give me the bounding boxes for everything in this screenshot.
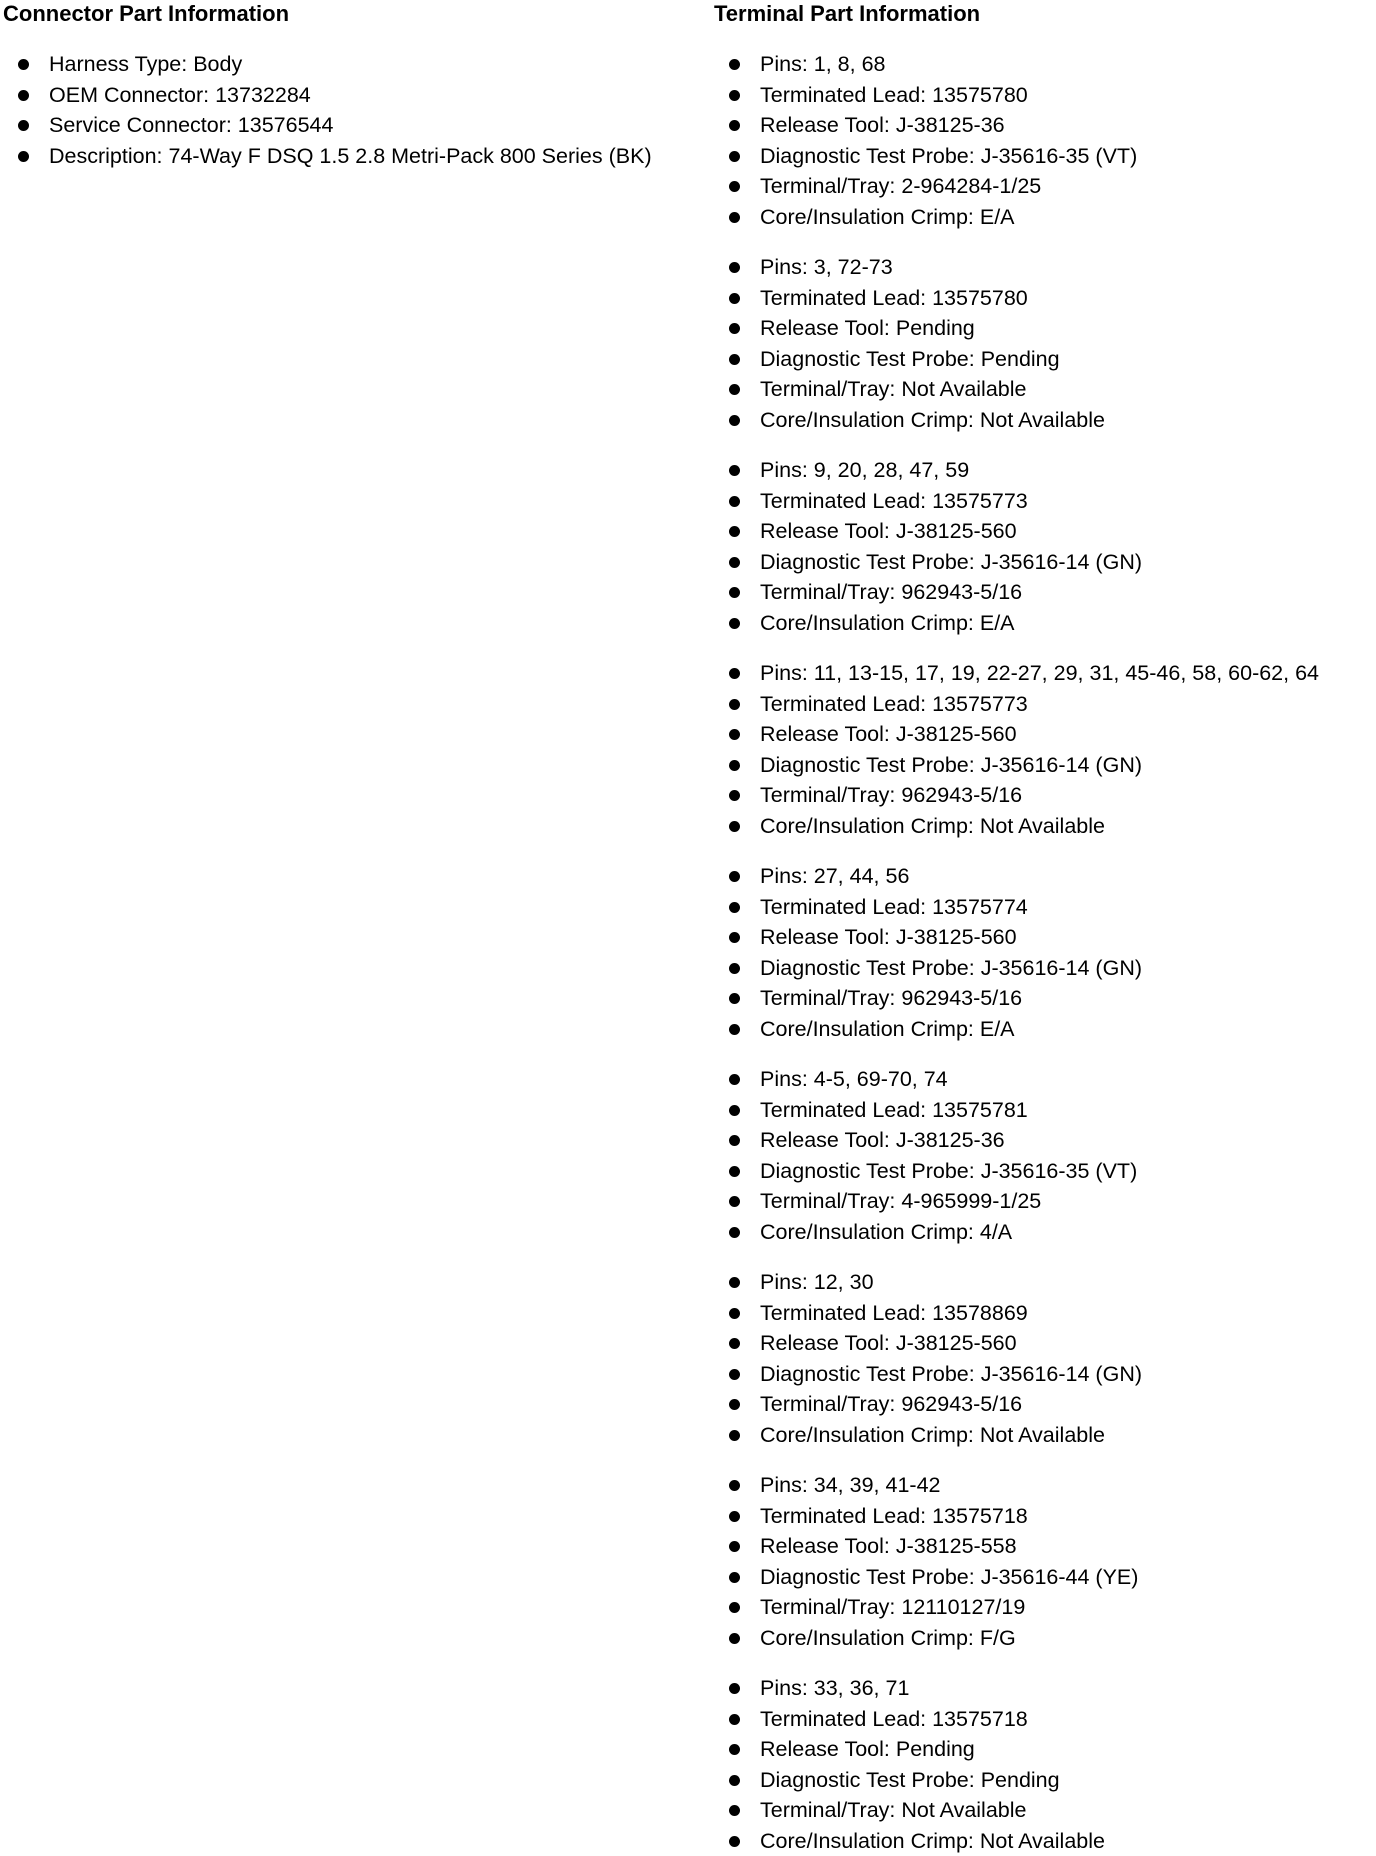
list-item	[714, 719, 1374, 750]
bullet-icon	[729, 871, 740, 882]
release-tool-text: Release Tool: J-38125-36	[760, 1128, 1005, 1152]
list-item	[3, 49, 703, 80]
bullet-icon	[729, 1572, 740, 1583]
crimp-text: Core/Insulation Crimp: E/A	[760, 1017, 1015, 1041]
list-item	[714, 689, 1374, 720]
list-item	[714, 1795, 1374, 1826]
list-item	[714, 1328, 1374, 1359]
bullet-icon	[729, 262, 740, 273]
bullet-icon	[729, 1338, 740, 1349]
connector-part-section	[3, 0, 703, 171]
bullet-icon	[729, 120, 740, 131]
release-tool-text: Release Tool: J-38125-560	[760, 925, 1017, 949]
list-item	[714, 861, 1374, 892]
release-tool-text: Release Tool: Pending	[760, 1737, 975, 1761]
terminated-lead-text: Terminated Lead: 13575718	[760, 1707, 1028, 1731]
bullet-icon	[729, 354, 740, 365]
terminal-group	[714, 1267, 1374, 1450]
test-probe-text: Diagnostic Test Probe: J-35616-14 (GN)	[760, 956, 1142, 980]
list-item	[714, 1186, 1374, 1217]
bullet-icon	[729, 668, 740, 679]
pins-text: Pins: 33, 36, 71	[760, 1676, 909, 1700]
bullet-icon	[729, 1308, 740, 1319]
list-item	[714, 658, 1374, 689]
bullet-icon	[729, 526, 740, 537]
list-item	[714, 922, 1374, 953]
bullet-icon	[729, 587, 740, 598]
bullet-icon	[729, 760, 740, 771]
terminated-lead-text: Terminated Lead: 13575773	[760, 692, 1028, 716]
bullet-icon	[729, 384, 740, 395]
terminated-lead-text: Terminated Lead: 13578869	[760, 1301, 1028, 1325]
terminal-group	[714, 1064, 1374, 1247]
crimp-text: Core/Insulation Crimp: E/A	[760, 611, 1015, 635]
list-item	[714, 892, 1374, 923]
terminal-tray-text: Terminal/Tray: Not Available	[760, 1798, 1026, 1822]
pins-text: Pins: 4-5, 69-70, 74	[760, 1067, 948, 1091]
bullet-icon	[729, 1399, 740, 1410]
bullet-icon	[729, 496, 740, 507]
terminal-group	[714, 252, 1374, 435]
pins-text: Pins: 11, 13-15, 17, 19, 22-27, 29, 31, 45-46, 58, 60-62, 64	[760, 661, 1319, 685]
bullet-icon	[729, 1633, 740, 1644]
list-item	[714, 1826, 1374, 1856]
bullet-icon	[729, 415, 740, 426]
bullet-icon	[729, 151, 740, 162]
list-item	[714, 547, 1374, 578]
connector-part-heading: Connector Part Information	[3, 0, 703, 28]
test-probe-text: Diagnostic Test Probe: J-35616-14 (GN)	[760, 753, 1142, 777]
list-item	[3, 110, 703, 141]
terminal-group	[714, 1470, 1374, 1653]
terminated-lead-text: Terminated Lead: 13575773	[760, 489, 1028, 513]
terminal-tray-text: Terminal/Tray: 2-964284-1/25	[760, 174, 1041, 198]
bullet-icon	[729, 181, 740, 192]
terminated-lead-text: Terminated Lead: 13575780	[760, 83, 1028, 107]
list-item	[714, 405, 1374, 436]
bullet-icon	[729, 1480, 740, 1491]
bullet-icon	[729, 1227, 740, 1238]
pins-text: Pins: 34, 39, 41-42	[760, 1473, 940, 1497]
list-item	[714, 374, 1374, 405]
list-item	[714, 953, 1374, 984]
list-item	[714, 1501, 1374, 1532]
bullet-icon	[729, 1369, 740, 1380]
bullet-icon	[729, 1135, 740, 1146]
list-item	[714, 1156, 1374, 1187]
terminal-group	[714, 861, 1374, 1044]
terminal-tray-text: Terminal/Tray: 962943-5/16	[760, 580, 1022, 604]
terminated-lead-text: Terminated Lead: 13575718	[760, 1504, 1028, 1528]
bullet-icon	[729, 963, 740, 974]
release-tool-text: Release Tool: J-38125-560	[760, 1331, 1017, 1355]
bullet-icon	[18, 151, 29, 162]
crimp-text: Core/Insulation Crimp: Not Available	[760, 814, 1105, 838]
list-item	[714, 516, 1374, 547]
list-item	[714, 141, 1374, 172]
terminal-tray-text: Terminal/Tray: 962943-5/16	[760, 1392, 1022, 1416]
test-probe-text: Diagnostic Test Probe: J-35616-14 (GN)	[760, 1362, 1142, 1386]
list-item	[714, 1470, 1374, 1501]
terminal-tray-text: Terminal/Tray: 12110127/19	[760, 1595, 1025, 1619]
list-item	[714, 1298, 1374, 1329]
crimp-text: Core/Insulation Crimp: E/A	[760, 205, 1015, 229]
bullet-icon	[729, 59, 740, 70]
bullet-icon	[729, 1683, 740, 1694]
list-item	[714, 455, 1374, 486]
release-tool-text: Release Tool: Pending	[760, 316, 975, 340]
bullet-icon	[729, 1166, 740, 1177]
terminal-group	[714, 455, 1374, 638]
bullet-icon	[729, 729, 740, 740]
list-item	[714, 1765, 1374, 1796]
bullet-icon	[729, 1196, 740, 1207]
list-item	[714, 1673, 1374, 1704]
pins-text: Pins: 12, 30	[760, 1270, 874, 1294]
bullet-icon	[729, 1430, 740, 1441]
bullet-icon	[729, 1775, 740, 1786]
bullet-icon	[729, 90, 740, 101]
release-tool-text: Release Tool: J-38125-558	[760, 1534, 1017, 1558]
list-item	[714, 252, 1374, 283]
bullet-icon	[729, 821, 740, 832]
list-item	[714, 750, 1374, 781]
bullet-icon	[729, 790, 740, 801]
list-item	[714, 1217, 1374, 1248]
list-item	[714, 608, 1374, 639]
list-item	[714, 1267, 1374, 1298]
crimp-text: Core/Insulation Crimp: Not Available	[760, 408, 1105, 432]
bullet-icon	[729, 618, 740, 629]
list-item	[714, 1704, 1374, 1735]
list-item	[714, 811, 1374, 842]
terminated-lead-text: Terminated Lead: 13575781	[760, 1098, 1028, 1122]
list-item	[714, 1125, 1374, 1156]
bullet-icon	[729, 293, 740, 304]
crimp-text: Core/Insulation Crimp: 4/A	[760, 1220, 1012, 1244]
bullet-icon	[729, 465, 740, 476]
list-item	[3, 141, 703, 172]
list-item	[714, 1623, 1374, 1654]
terminal-group	[714, 49, 1374, 232]
list-item	[714, 1531, 1374, 1562]
crimp-text: Core/Insulation Crimp: Not Available	[760, 1423, 1105, 1447]
release-tool-text: Release Tool: J-38125-560	[760, 722, 1017, 746]
list-item	[714, 1064, 1374, 1095]
oem-connector-text: OEM Connector: 13732284	[49, 83, 311, 107]
list-item	[714, 313, 1374, 344]
list-item	[714, 1389, 1374, 1420]
test-probe-text: Diagnostic Test Probe: Pending	[760, 1768, 1060, 1792]
list-item	[714, 1562, 1374, 1593]
service-connector-text: Service Connector: 13576544	[49, 113, 333, 137]
connector-part-list	[3, 49, 703, 171]
pins-text: Pins: 3, 72-73	[760, 255, 893, 279]
terminal-tray-text: Terminal/Tray: Not Available	[760, 377, 1026, 401]
harness-type-text: Harness Type: Body	[49, 52, 242, 76]
test-probe-text: Diagnostic Test Probe: Pending	[760, 347, 1060, 371]
bullet-icon	[729, 902, 740, 913]
terminated-lead-text: Terminated Lead: 13575774	[760, 895, 1028, 919]
list-item	[714, 1420, 1374, 1451]
bullet-icon	[729, 1805, 740, 1816]
release-tool-text: Release Tool: J-38125-560	[760, 519, 1017, 543]
bullet-icon	[18, 90, 29, 101]
bullet-icon	[729, 1105, 740, 1116]
test-probe-text: Diagnostic Test Probe: J-35616-44 (YE)	[760, 1565, 1138, 1589]
list-item	[714, 49, 1374, 80]
crimp-text: Core/Insulation Crimp: F/G	[760, 1626, 1016, 1650]
list-item	[714, 171, 1374, 202]
terminal-tray-text: Terminal/Tray: 4-965999-1/25	[760, 1189, 1041, 1213]
list-item	[714, 1095, 1374, 1126]
list-item	[714, 110, 1374, 141]
terminal-part-section	[714, 0, 1374, 1856]
list-item	[714, 1359, 1374, 1390]
pins-text: Pins: 9, 20, 28, 47, 59	[760, 458, 969, 482]
list-item	[714, 1014, 1374, 1045]
test-probe-text: Diagnostic Test Probe: J-35616-14 (GN)	[760, 550, 1142, 574]
list-item	[714, 1734, 1374, 1765]
bullet-icon	[18, 120, 29, 131]
bullet-icon	[729, 212, 740, 223]
bullet-icon	[729, 557, 740, 568]
bullet-icon	[729, 323, 740, 334]
bullet-icon	[729, 1277, 740, 1288]
list-item	[714, 486, 1374, 517]
terminal-group	[714, 1673, 1374, 1856]
terminal-tray-text: Terminal/Tray: 962943-5/16	[760, 986, 1022, 1010]
test-probe-text: Diagnostic Test Probe: J-35616-35 (VT)	[760, 144, 1137, 168]
list-item	[714, 202, 1374, 233]
list-item	[714, 283, 1374, 314]
bullet-icon	[729, 1714, 740, 1725]
bullet-icon	[18, 59, 29, 70]
bullet-icon	[729, 1602, 740, 1613]
test-probe-text: Diagnostic Test Probe: J-35616-35 (VT)	[760, 1159, 1137, 1183]
terminal-group	[714, 658, 1374, 841]
bullet-icon	[729, 1836, 740, 1847]
list-item	[714, 80, 1374, 111]
terminated-lead-text: Terminated Lead: 13575780	[760, 286, 1028, 310]
description-text: Description: 74-Way F DSQ 1.5 2.8 Metri-Pack 800 Series (BK)	[49, 144, 652, 168]
bullet-icon	[729, 1024, 740, 1035]
bullet-icon	[729, 1074, 740, 1085]
crimp-text: Core/Insulation Crimp: Not Available	[760, 1829, 1105, 1853]
bullet-icon	[729, 1744, 740, 1755]
list-item	[714, 577, 1374, 608]
list-item	[714, 344, 1374, 375]
list-item	[714, 983, 1374, 1014]
release-tool-text: Release Tool: J-38125-36	[760, 113, 1005, 137]
list-item	[714, 780, 1374, 811]
pins-text: Pins: 27, 44, 56	[760, 864, 909, 888]
bullet-icon	[729, 932, 740, 943]
list-item	[714, 1592, 1374, 1623]
terminal-tray-text: Terminal/Tray: 962943-5/16	[760, 783, 1022, 807]
bullet-icon	[729, 699, 740, 710]
bullet-icon	[729, 1511, 740, 1522]
pins-text: Pins: 1, 8, 68	[760, 52, 886, 76]
list-item	[3, 80, 703, 111]
bullet-icon	[729, 1541, 740, 1552]
bullet-icon	[729, 993, 740, 1004]
terminal-part-heading: Terminal Part Information	[714, 0, 1374, 28]
